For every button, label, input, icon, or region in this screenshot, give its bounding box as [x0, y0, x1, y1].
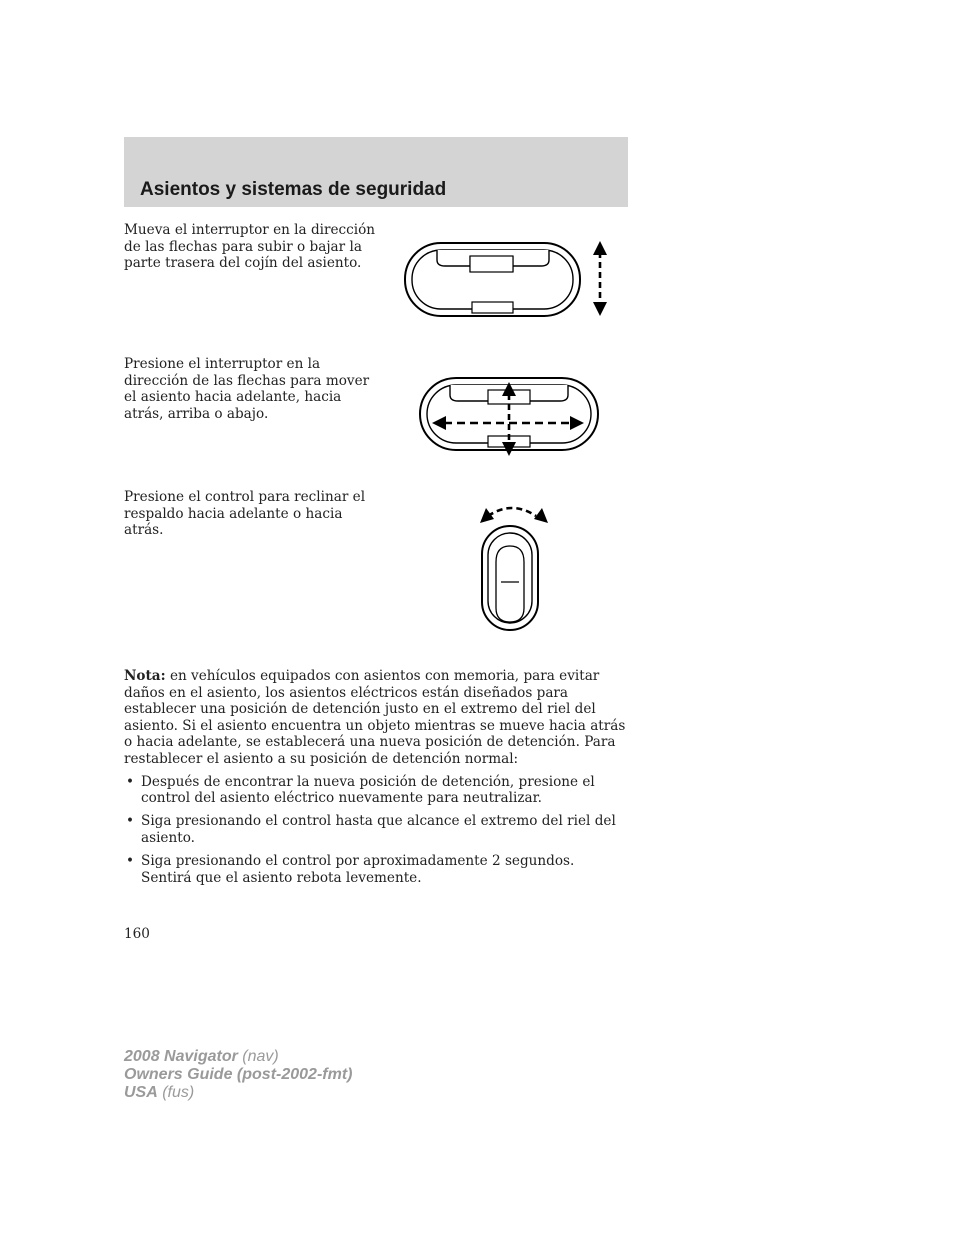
bullet-icon: •	[126, 813, 135, 830]
footer-line-guide: Owners Guide (post-2002-fmt)	[124, 1066, 353, 1083]
footer-line-model: 2008 Navigator (nav)	[124, 1048, 279, 1065]
list-item: • Siga presionando el control por aproximadamente 2 segundos. Sentirá que el asiento rebota levemente.	[126, 852, 575, 886]
note-label: Nota:	[124, 668, 166, 684]
seat-position-switch-illustration	[414, 376, 606, 458]
list-item: • Siga presionando el control hasta que alcance el extremo del riel del asiento.	[126, 813, 616, 846]
up-down-arrow-icon	[593, 241, 607, 316]
memory-seat-note	[124, 668, 628, 893]
section-title: Asientos y sistemas de seguridad	[140, 179, 447, 200]
bullet-icon: •	[126, 773, 135, 790]
note-paragraph	[124, 668, 628, 768]
recline-arrow-icon	[480, 508, 548, 523]
page-number: 160	[124, 926, 150, 942]
footer-line-market: USA (fus)	[124, 1084, 195, 1101]
recline-control-illustration	[472, 500, 556, 636]
document-footer	[124, 1048, 352, 1102]
seat-move-instruction: Presione el interruptor en la dirección de las flechas para mover el asiento hacia adelante, hacia atrás, arriba o abajo.	[124, 356, 370, 422]
list-item: • Después de encontrar la nueva posición de detención, presione el control del asiento eléctrico nuevamente para neutralizar.	[126, 773, 595, 807]
note-text: en vehículos equipados con asientos con memoria, para evitar daños en el asiento, los asientos eléctricos están diseñados para establecer una posición de detención justo en el extremo del riel del asiento. Si el asiento encuentra un objeto mientras se mueve hacia atrás o hacia adelante, se establecerá una nueva posición de detención. Para restablecer el asiento a su posición de detención normal:	[124, 668, 626, 767]
reset-steps-list	[124, 774, 628, 887]
cushion-tilt-switch-illustration	[398, 238, 616, 322]
section-header-band	[124, 137, 628, 207]
recline-instruction: Presione el control para reclinar el respaldo hacia adelante o hacia atrás.	[124, 489, 366, 539]
cushion-tilt-instruction: Mueva el interruptor en la dirección de las flechas para subir o bajar la parte trasera del cojín del asiento.	[124, 222, 376, 272]
bullet-icon: •	[126, 852, 135, 869]
